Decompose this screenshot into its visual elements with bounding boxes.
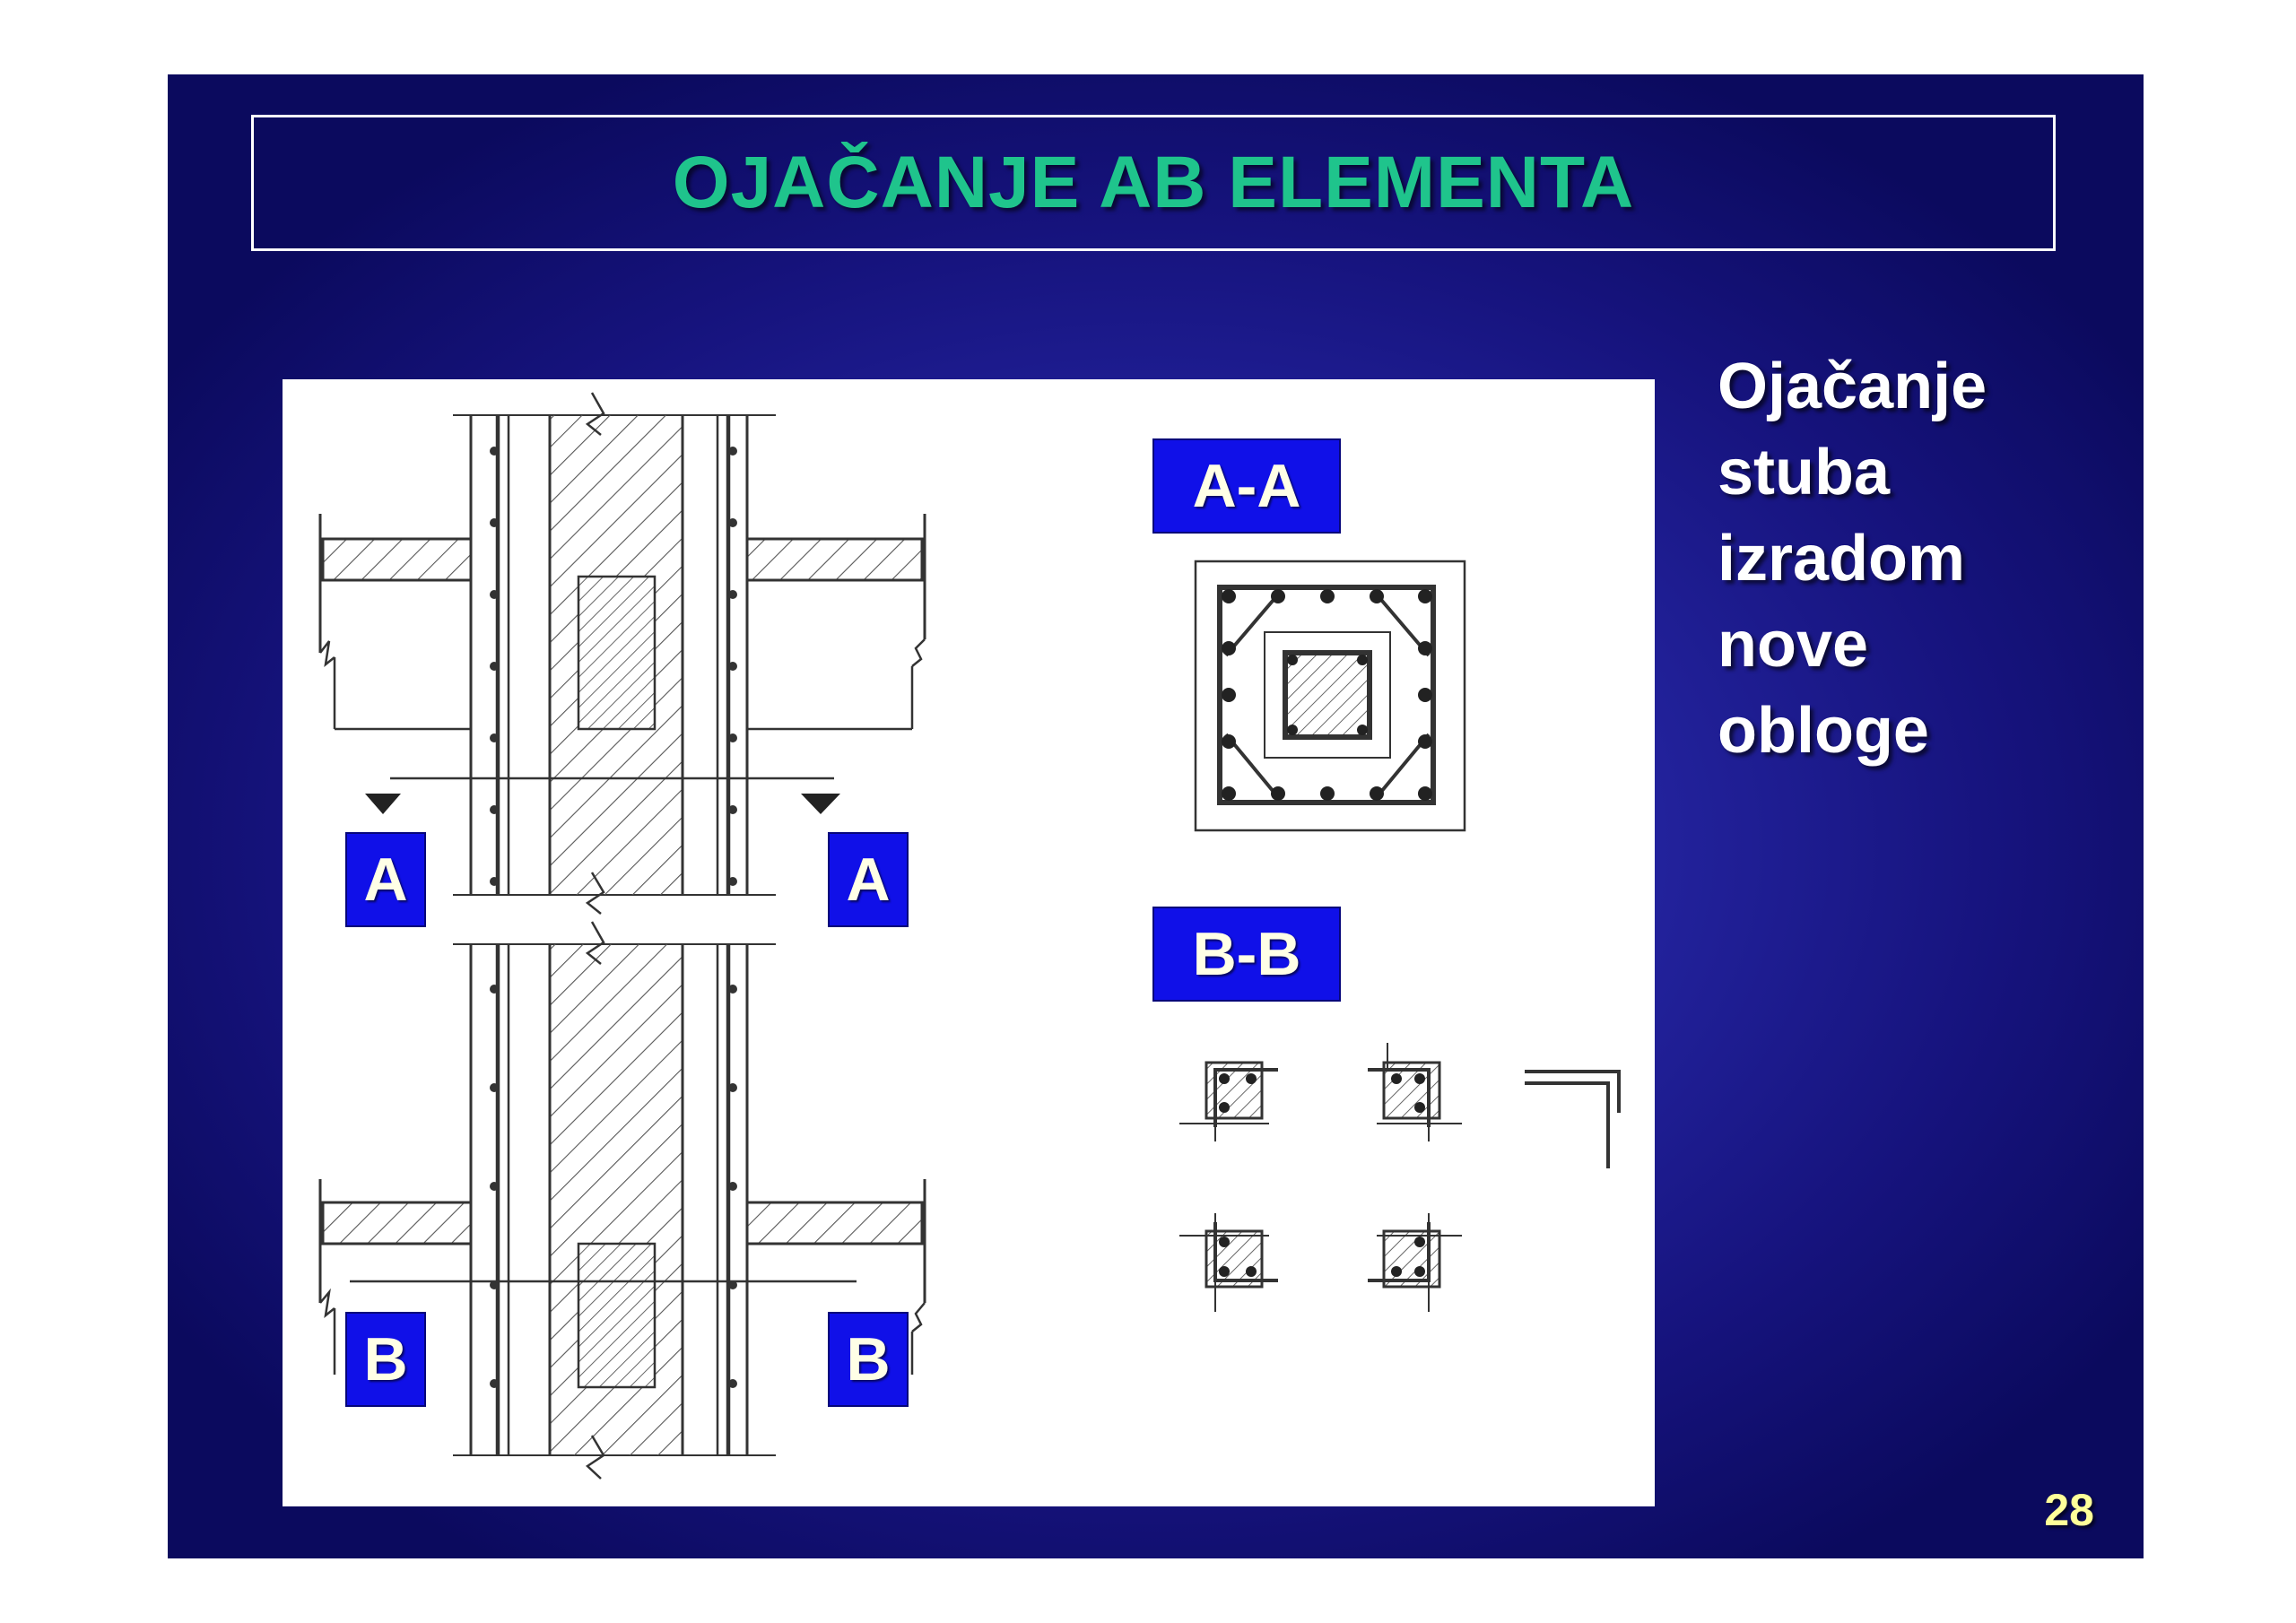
upper-slab-right [747, 539, 922, 580]
section-marker-b-right: B [828, 1312, 909, 1407]
section-aa-label: A-A [1152, 438, 1341, 534]
section-bb-drawing [1179, 1043, 1619, 1312]
arrow-a-right [801, 794, 840, 814]
column-lower [453, 922, 776, 1479]
lower-slab-right [747, 1202, 922, 1244]
caption-line: nove [1718, 609, 1869, 681]
page-number: 28 [2044, 1485, 2094, 1535]
title-frame [251, 115, 2056, 251]
caption-line: obloge [1718, 695, 1929, 767]
caption-line: stuba [1718, 437, 1891, 508]
drawing-panel [283, 379, 1655, 1506]
section-marker-a-left: A [345, 832, 426, 927]
upper-slab-left [323, 539, 471, 580]
slide-caption [1718, 343, 2112, 774]
section-marker-b-left: B [345, 1312, 426, 1407]
section-bb-label: B-B [1152, 907, 1341, 1002]
column-jacketing-drawing [283, 379, 1655, 1506]
steel-angle-profile [1525, 1072, 1619, 1113]
lower-slab-left [323, 1202, 471, 1244]
caption-line: Ojačanje [1718, 351, 1987, 422]
caption-line: izradom [1718, 523, 1966, 595]
arrow-a-left [365, 794, 401, 814]
slide [168, 74, 2144, 1558]
section-aa-drawing [1196, 561, 1465, 830]
slide-title: OJAČANJE AB ELEMENTA [672, 142, 1635, 223]
column-upper [453, 393, 776, 914]
section-marker-a-right: A [828, 832, 909, 927]
